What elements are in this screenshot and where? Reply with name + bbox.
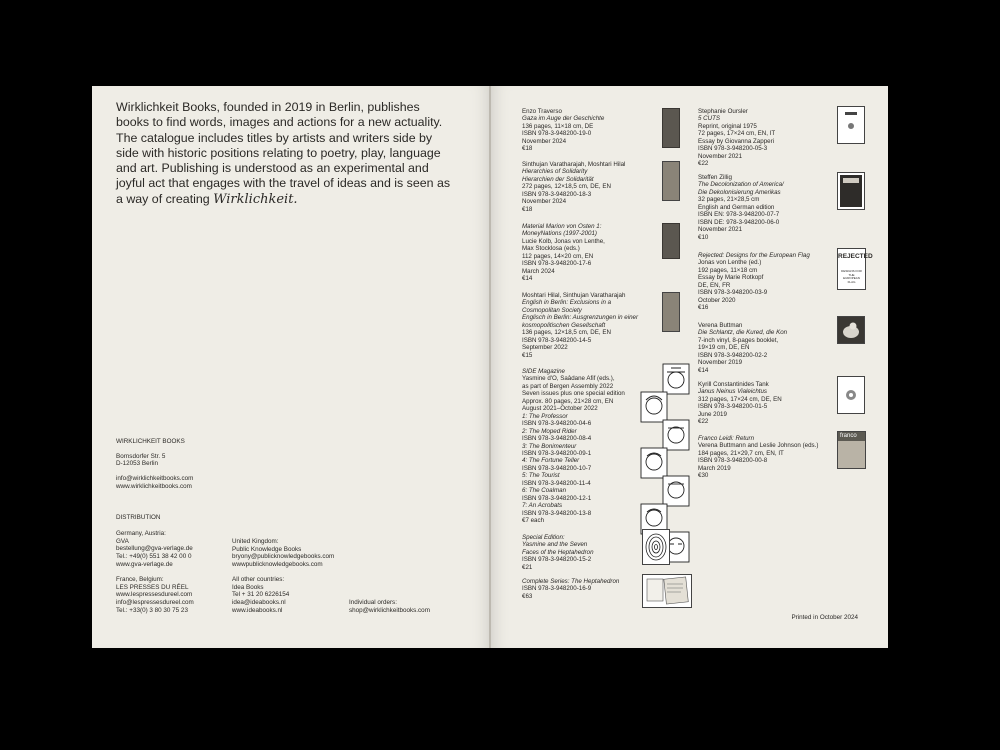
entry-line: ISBN DE: 978-3-948200-06-0 — [698, 218, 780, 226]
entry-line: ISBN 978-3-948200-15-2 — [522, 556, 592, 564]
cover-thumbnail-janus — [837, 376, 865, 414]
dist-line: United Kingdom: — [232, 538, 279, 545]
dist-email-link[interactable]: bryony@publicknowledgebooks.com — [232, 553, 335, 561]
face-illustration — [663, 420, 689, 450]
dist-email-link[interactable]: bestellung@gva-verlage.de — [116, 545, 193, 553]
entry-line: €18 — [522, 145, 533, 153]
left-page — [92, 86, 490, 648]
entry-line: Complete Series: The Heptahedron — [522, 578, 620, 585]
entry-line: 32 pages, 21×28,5 cm — [698, 196, 760, 204]
entry-line: June 2019 — [698, 410, 727, 418]
entry-line: Englisch in Berlin: Ausgrenzungen in einer — [522, 314, 639, 322]
entry-line: €21 — [522, 563, 533, 571]
cover-thumbnail-complete-series — [642, 574, 692, 608]
entry-line: 4: The Fortune Teller — [522, 457, 580, 465]
entry-line: Kyrill Constantinides Tank — [698, 381, 769, 388]
dist-line: Germany, Austria: — [116, 530, 166, 537]
entry-line: 1: The Professor — [522, 412, 568, 420]
entry-line: kosmopolitischen Gesellschaft — [522, 321, 606, 329]
intro-paragraph — [116, 100, 456, 207]
entry-line: Hierarchies of Solidarity — [522, 168, 588, 176]
cover-thumbnail-moneynations — [662, 223, 680, 259]
entry-line: Hierarchien der Solidarität — [522, 175, 594, 183]
entry-line: Die Dekolonisierung Amerikas — [698, 188, 781, 196]
book-entry — [698, 381, 848, 426]
entry-line: Jonas von Lenthe (ed.) — [698, 259, 762, 267]
entry-line: 136 pages, 12×18,5 cm, DE, EN — [522, 329, 611, 337]
entry-line: Material Marion von Osten 1: — [522, 223, 602, 230]
intro-signature: Wirklichkeit. — [213, 191, 298, 207]
entry-line: 2: The Moped Rider — [522, 427, 577, 435]
cover-thumbnail-rejected — [837, 248, 873, 290]
face-illustration — [663, 476, 689, 506]
dist-website-link[interactable]: www.gva-verlage.de — [116, 560, 173, 568]
cover-thumbnail-franco-leidi — [837, 431, 866, 469]
book-entry — [522, 292, 672, 359]
entry-line: €7 each — [522, 517, 545, 525]
entry-line: ISBN 978-3-948200-18-3 — [522, 190, 592, 198]
cover-thumbnail-decolonization — [837, 172, 865, 210]
entry-line: as part of Bergen Assembly 2022 — [522, 382, 614, 390]
rejected-cover-title: REJECTED — [838, 253, 873, 260]
entry-line: ISBN 978-3-948200-14-5 — [522, 336, 592, 344]
distribution-germany — [116, 530, 193, 569]
entry-line: €14 — [522, 275, 533, 283]
entry-line: Janus Neinus Vialeichtus — [698, 388, 768, 396]
dist-line: GVA — [116, 537, 129, 545]
dist-line: France, Belgium: — [116, 576, 164, 583]
book-entry — [522, 223, 672, 283]
entry-line: English and German edition — [698, 203, 775, 211]
entry-line: 5 CUTS — [698, 115, 721, 123]
entry-line: Essay by Giovanna Zapperi — [698, 137, 775, 145]
entry-line: DE, EN, FR — [698, 281, 731, 289]
entry-line: 3: The Bonimenteur — [522, 442, 577, 450]
dist-line: Tel + 31 20 6226154 — [232, 591, 290, 599]
entry-line: November 2021 — [698, 152, 743, 160]
dist-line: Tel.: +33(0) 3 80 30 75 23 — [116, 606, 188, 614]
entry-line: Die Schlantz, die Kured, die Kon — [698, 329, 788, 337]
entry-line: 7: An Acrobats — [522, 502, 563, 510]
entry-line: ISBN EN: 978-3-948200-07-7 — [698, 211, 780, 219]
cover-thumbnail-hierarchies — [662, 161, 680, 201]
entry-line: March 2024 — [522, 267, 555, 275]
entry-line: 192 pages, 11×18 cm — [698, 266, 758, 274]
book-entry — [522, 161, 672, 213]
book-entry — [698, 435, 848, 480]
entry-line: ISBN 978-3-948200-13-8 — [522, 509, 592, 517]
entry-line: Yasmine d'O, Saâdane Afif (eds.), — [522, 375, 615, 383]
entry-line: Seven issues plus one special edition — [522, 390, 625, 398]
entry-line: ISBN 978-3-948200-09-1 — [522, 449, 592, 457]
entry-line: Steffen Zillig — [698, 174, 732, 181]
face-illustration — [641, 392, 667, 422]
entry-line: September 2022 — [522, 344, 568, 352]
entry-line: SIDE Magazine — [522, 368, 565, 375]
franco-cover-title: franco — [838, 432, 865, 441]
entry-line: ISBN 978-3-948200-05-3 — [698, 145, 768, 153]
dist-line: LES PRESSES DU RÉEL — [116, 583, 189, 591]
distribution-other — [232, 576, 289, 615]
entry-line: ISBN 978-3-948200-00-8 — [698, 457, 768, 465]
entry-line: ISBN 978-3-948200-08-4 — [522, 435, 592, 443]
entry-line: ISBN 978-3-948200-02-2 — [698, 351, 768, 359]
face-illustration — [663, 364, 689, 394]
cover-thumbnail-english-in-berlin — [662, 292, 680, 332]
distribution-individual — [349, 599, 430, 614]
dist-website-link[interactable]: www.lespressesdureel.com — [116, 591, 193, 599]
entry-line: Verena Buttman — [698, 322, 743, 329]
distribution-uk — [232, 538, 334, 569]
entry-line: 5: The Tourist — [522, 472, 560, 480]
entry-line: Gaza im Auge der Geschichte — [522, 115, 605, 123]
entry-line: Special Edition: — [522, 534, 565, 541]
entry-line: €10 — [698, 233, 709, 241]
entry-line: Verena Buttmann and Leslie Johnson (eds.) — [698, 442, 819, 450]
entry-line: November 2021 — [698, 226, 743, 234]
dist-line: All other countries: — [232, 576, 285, 583]
entry-line: ISBN 978-3-948200-19-0 — [522, 130, 592, 138]
entry-line: Reprint, original 1975 — [698, 122, 757, 130]
shop-email-link[interactable]: shop@wirklichkeitbooks.com — [349, 606, 430, 614]
entry-line: Essay by Marie Rotkopf — [698, 274, 764, 282]
entry-line: ISBN 978-3-948200-11-4 — [522, 479, 591, 487]
face-illustration — [641, 448, 667, 478]
entry-line: €18 — [522, 205, 533, 213]
right-page — [491, 86, 888, 648]
entry-line: 7-inch vinyl, 8-pages booklet, — [698, 336, 779, 344]
book-entry — [698, 252, 848, 312]
entry-line: English in Berlin: Exclusions in a — [522, 299, 612, 307]
dist-email-link[interactable]: info@lespressesdureel.com — [116, 599, 194, 607]
entry-line: Yasmine and the Seven — [522, 541, 588, 549]
entry-line: ISBN 978-3-948200-16-9 — [522, 585, 592, 593]
entry-line: Moshtari Hilal, Sinthujan Varatharajah — [522, 292, 626, 299]
entry-line: Approx. 80 pages, 21×28 cm, EN — [522, 397, 614, 405]
publisher-address-line: Bornsdorfer Str. 5 — [116, 452, 166, 460]
publisher-block — [116, 438, 193, 491]
printed-date: Printed in October 2024 — [791, 614, 858, 621]
distribution-heading: DISTRIBUTION — [116, 514, 161, 521]
entry-line: ISBN 978-3-948200-17-6 — [522, 260, 592, 268]
dist-email-link[interactable]: idea@ideabooks.nl — [232, 599, 286, 607]
entry-line: ISBN 978-3-948200-10-7 — [522, 464, 592, 472]
entry-line: €63 — [522, 592, 533, 600]
entry-line: €22 — [698, 160, 709, 168]
book-entry — [698, 108, 848, 168]
entry-line: The Decolonization of America/ — [698, 181, 784, 189]
entry-line: November 2019 — [698, 359, 743, 367]
book-entry — [522, 108, 672, 153]
entry-line: 112 pages, 14×20 cm, EN — [522, 252, 594, 260]
entry-line: €15 — [522, 351, 533, 359]
dist-line: Individual orders: — [349, 599, 397, 606]
entry-line: 272 pages, 12×18,5 cm, DE, EN — [522, 183, 611, 191]
entry-line: 184 pages, 21×29,7 cm, EN, IT — [698, 449, 784, 457]
entry-line: Stephanie Oursler — [698, 108, 748, 115]
entry-line: 72 pages, 17×24 cm, EN, IT — [698, 130, 776, 138]
entry-line: 136 pages, 11×18 cm, DE — [522, 122, 594, 130]
entry-line: 6: The Coalman — [522, 487, 567, 495]
entry-line: Cosmopolitan Society — [522, 306, 582, 314]
entry-line: €14 — [698, 366, 709, 374]
entry-line: Sinthujan Varatharajah, Moshtari Hilal — [522, 161, 626, 168]
entry-line: Lucie Kolb, Jonas von Lenthe, — [522, 237, 605, 245]
rejected-cover-subtitle: DESIGNS FOR THE EUROPEAN FLAG — [841, 269, 862, 284]
publisher-address-line: D-12053 Berlin — [116, 460, 159, 468]
dist-line: Public Knowledge Books — [232, 545, 302, 553]
entry-line: August 2021–October 2022 — [522, 405, 598, 413]
entry-line: Faces of the Heptahedron — [522, 548, 594, 556]
entry-line: ISBN 978-3-948200-04-6 — [522, 420, 592, 428]
entry-line: €30 — [698, 472, 709, 480]
entry-line: MoneyNations (1997-2001) — [522, 230, 597, 238]
dist-website-link[interactable]: www.ideabooks.nl — [232, 606, 283, 614]
entry-line: November 2024 — [522, 198, 567, 206]
distribution-france — [116, 576, 194, 615]
entry-line: March 2019 — [698, 464, 731, 472]
entry-line: October 2020 — [698, 296, 736, 304]
intro-text: Wirklichkeit Books, founded in 2019 in Berlin, publishes books to find words, images and actions for a new actuality. The catalogue includes titles by artists and writers side by side with historic positions relating to poetry, play, language and art. Publishing is understood as an experimental and joyful act that engages with the travel of ideas and is seen as a way of creating — [116, 100, 451, 206]
publisher-website-link[interactable]: www.wirklichkeitbooks.com — [116, 482, 192, 490]
entry-line: ISBN 978-3-948200-12-1 — [522, 494, 592, 502]
publisher-email-link[interactable]: info@wirklichkeitbooks.com — [116, 475, 194, 483]
dist-website-link[interactable]: wwwpublicknowledgebooks.com — [232, 561, 323, 569]
entry-line: ISBN 978-3-948200-01-5 — [698, 403, 768, 411]
entry-line: Rejected: Designs for the European Flag — [698, 252, 810, 259]
entry-line: 312 pages, 17×24 cm, DE, EN — [698, 395, 782, 403]
dist-line: Tel.: +49(0) 551 38 42 00 0 — [116, 553, 192, 561]
cover-thumbnail-vinyl — [837, 316, 865, 344]
publisher-name: WIRKLICHKEIT BOOKS — [116, 438, 185, 445]
entry-line: 19×19 cm, DE, EN — [698, 344, 750, 352]
book-entry — [698, 174, 848, 241]
entry-line: Enzo Traverso — [522, 108, 562, 115]
entry-line: €16 — [698, 304, 709, 312]
entry-line: ISBN 978-3-948200-03-9 — [698, 289, 768, 297]
entry-line: Max Stocklosa (eds.) — [522, 245, 580, 253]
dist-line: Idea Books — [232, 583, 264, 591]
cover-thumbnail-special-edition — [642, 529, 670, 565]
cover-thumbnail-5-cuts — [837, 106, 865, 144]
entry-line: Franco Leidi: Return — [698, 435, 755, 442]
book-entry — [698, 322, 848, 374]
entry-line: November 2024 — [522, 137, 567, 145]
entry-line: €22 — [698, 418, 709, 426]
cover-thumbnail-gaza — [662, 108, 680, 148]
